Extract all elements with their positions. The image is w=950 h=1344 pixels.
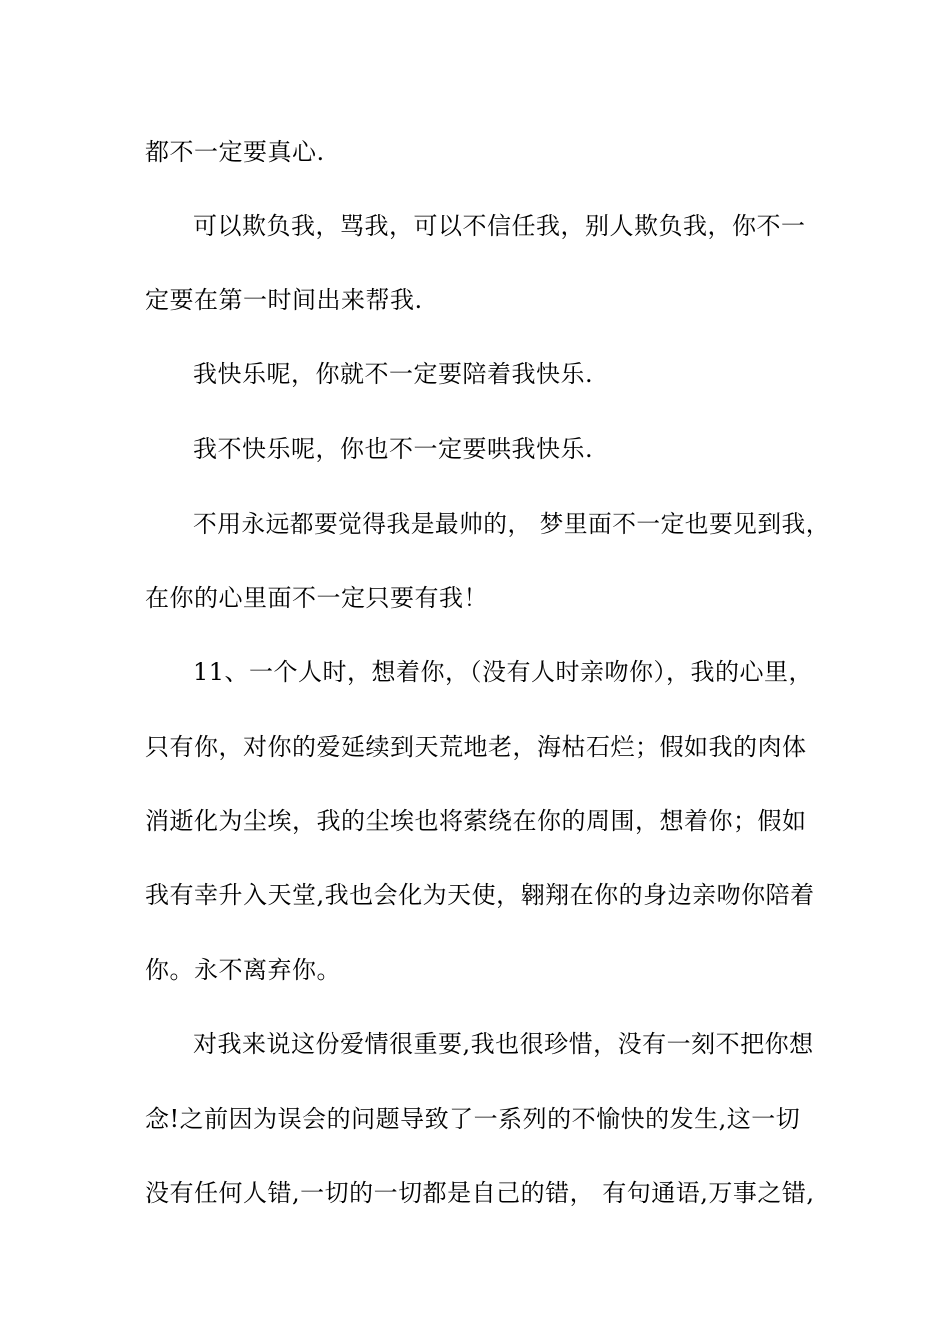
text-line: 我有幸升入天堂,我也会化为天使，翱翔在你的身边亲吻你陪着	[145, 881, 815, 909]
text-line: 我不快乐呢，你也不一定要哄我快乐.	[193, 435, 594, 463]
text-line: 你。永不离弃你。	[145, 956, 341, 984]
text-line: 只有你，对你的爱延续到天荒地老，海枯石烂；假如我的肉体	[145, 733, 807, 761]
text-line: 都不一定要真心.	[145, 138, 325, 166]
text-line: 念!之前因为误会的问题导致了一系列的不愉快的发生,这一切	[145, 1105, 801, 1133]
text-line: 可以欺负我，骂我，可以不信任我，别人欺负我，你不一	[193, 212, 806, 240]
text-line: 定要在第一时间出来帮我.	[145, 286, 423, 314]
text-line: 不用永远都要觉得我是最帅的， 梦里面不一定也要见到我，	[193, 510, 830, 538]
text-line: 没有任何人错,一切的一切都是自己的错， 有句通语,万事之错,	[145, 1179, 815, 1207]
text-line: 11、一个人时，想着你，（没有人时亲吻你），我的心里，	[193, 658, 814, 686]
text-line: 在你的心里面不一定只要有我！	[145, 584, 488, 612]
text-line: 对我来说这份爱情很重要,我也很珍惜，没有一刻不把你想	[193, 1030, 814, 1058]
text-line: 消逝化为尘埃，我的尘埃也将萦绕在你的周围，想着你；假如	[145, 807, 807, 835]
text-line: 我快乐呢，你就不一定要陪着我快乐.	[193, 360, 594, 388]
